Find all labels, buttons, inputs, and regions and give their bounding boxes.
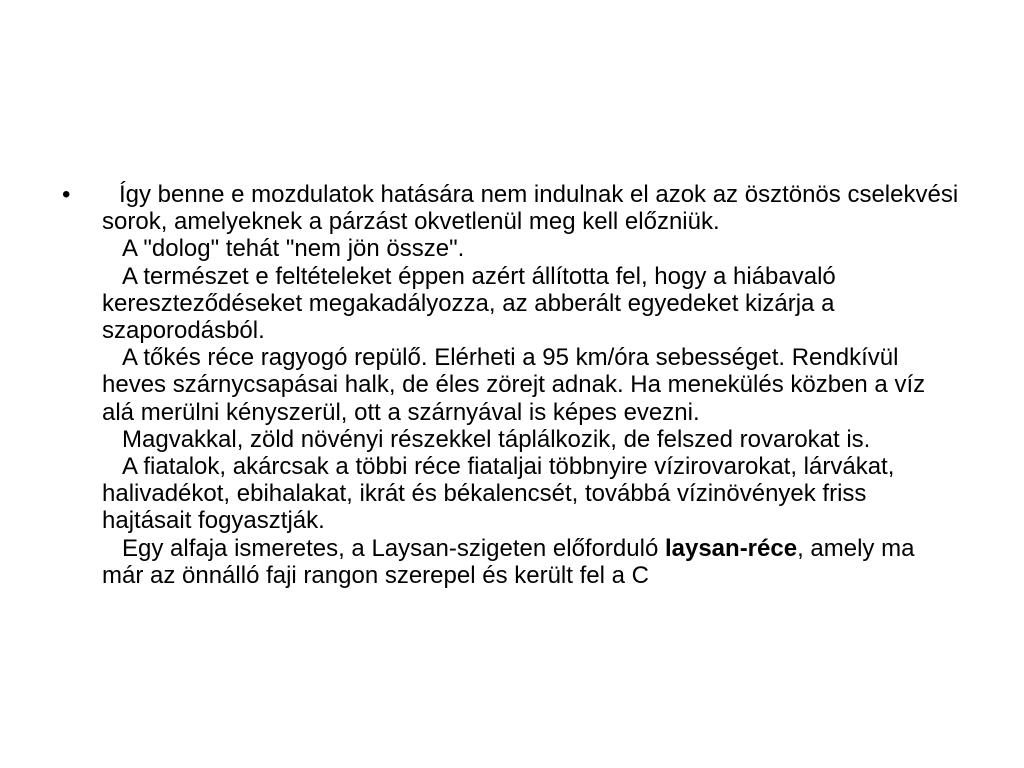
bullet-item (62, 181, 962, 589)
bullet-body (102, 181, 962, 589)
paragraph-dolog: A "dolog" tehát "nem jön össze". (122, 235, 465, 263)
paragraph-alfaja-before: Egy alfaja ismeretes, a Laysan-szigeten előforduló (122, 534, 665, 562)
paragraph-alfaja-after: , amely ma már az önnálló faji rangon szerepel és került fel a C (102, 534, 915, 589)
bullet-marker: • (62, 181, 71, 208)
laysan-rece-term: laysan-réce (664, 534, 798, 562)
paragraph-fiatalok: A fiatalok, akárcsak a többi réce fiataljai többnyire vízirovarokat, lárvákat, halivadékot, ebihalakat, ikrát és békalencsét, továbbá vízinövények friss hajtásait fogyasztják. (102, 453, 895, 535)
paragraph-intro: Így benne e mozdulatok hatására nem indulnak el azok az ösztönös cselekvési sorok, amelyeknek a párzást okvetlenül meg kell előzniük. (102, 181, 959, 236)
paragraph-magvakkal: Magvakkal, zöld növényi részekkel táplálkozik, de felszed rovarokat is. (122, 425, 871, 453)
paragraph-alfaja (102, 535, 962, 589)
paragraph-termeszet: A természet e feltételeket éppen azért állította fel, hogy a hiábavaló kereszteződéseket megakadályozza, az abberált egyedeket kizárja a szaporodásból. (102, 262, 836, 345)
paragraph-tokes-rece: A tőkés réce ragyogó repülő. Elérheti a 95 km/óra sebességet. Rendkívül heves szárnycsapásai halk, de éles zörejt adnak. Ha menekülés közben a víz alá merülni kényszerül, ott a szárnyával is képes evezni. (102, 344, 926, 426)
